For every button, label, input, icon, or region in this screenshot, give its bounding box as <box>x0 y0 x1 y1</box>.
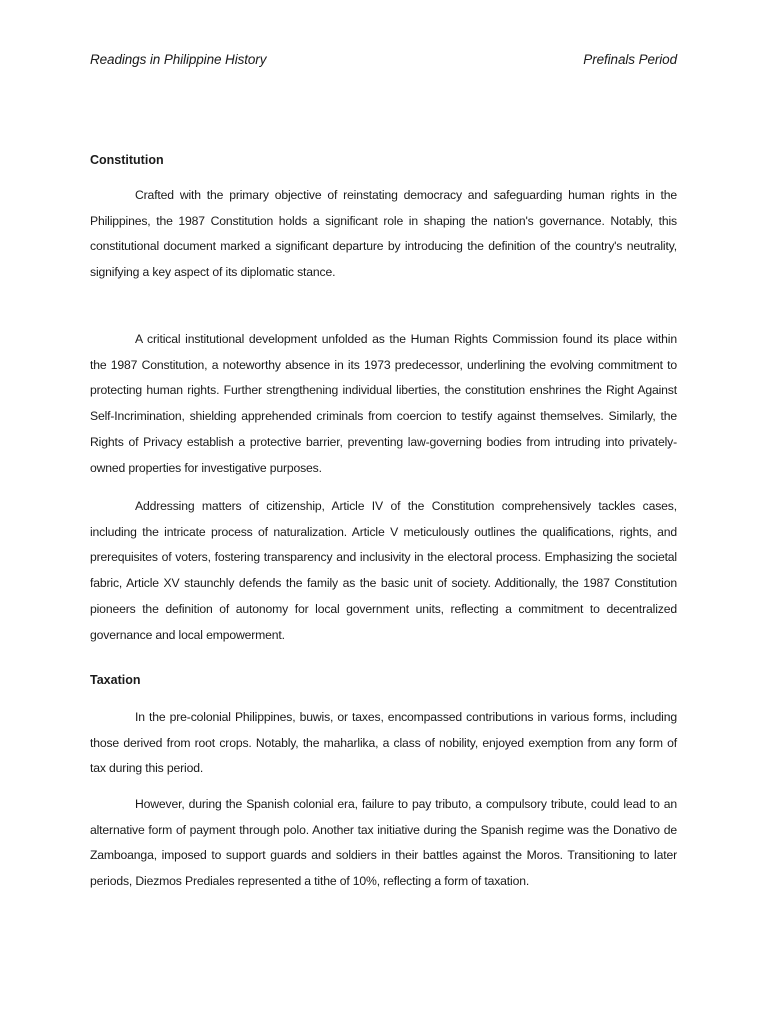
section-title-taxation: Taxation <box>90 673 141 687</box>
section-title-constitution: Constitution <box>90 153 164 167</box>
document-page <box>90 0 677 1024</box>
page-header <box>90 52 677 67</box>
paragraph: Crafted with the primary objective of reinstating democracy and safeguarding human rights in the Philippines, the 1987 Constitution holds a significant role in shaping the nation's governance. Notably, this constitutional document marked a significant departure by introducing the definition of the country's neutrality, signifying a key aspect of its diplomatic stance. <box>90 188 677 280</box>
paragraph: In the pre-colonial Philippines, buwis, or taxes, encompassed contributions in various forms, including those derived from root crops. Notably, the maharlika, a class of nobility, enjoyed exemption from any form of tax during this period. <box>90 710 677 776</box>
header-period: Prefinals Period <box>583 52 677 67</box>
paragraph: Addressing matters of citizenship, Article IV of the Constitution comprehensively tackles cases, including the intricate process of naturalization. Article V meticulously outlines the qualifications, rights, and prerequisites of voters, fostering transparency and inclusivity in the electoral process. Emphasizing the societal fabric, Article XV staunchly defends the family as the basic unit of society. Additionally, the 1987 Constitution pioneers the definition of autonomy for local government units, reflecting a commitment to decentralized governance and local empowerment. <box>90 499 677 642</box>
paragraph: However, during the Spanish colonial era, failure to pay tributo, a compulsory tribute, could lead to an alternative form of payment through polo. Another tax initiative during the Spanish regime was the Donativo de Zamboanga, imposed to support guards and soldiers in their battles against the Moros. Transitioning to later periods, Diezmos Prediales represented a tithe of 10%, reflecting a form of taxation. <box>90 797 677 889</box>
paragraph: A critical institutional development unfolded as the Human Rights Commission found its place within the 1987 Constitution, a noteworthy absence in its 1973 predecessor, underlining the evolving commitment to protecting human rights. Further strengthening individual liberties, the constitution enshrines the Right Against Self-Incrimination, shielding apprehended criminals from coercion to testify against themselves. Similarly, the Rights of Privacy establish a protective barrier, preventing law-governing bodies from intruding into privately-owned properties for investigative purposes. <box>90 332 677 475</box>
header-course-title: Readings in Philippine History <box>90 52 267 67</box>
